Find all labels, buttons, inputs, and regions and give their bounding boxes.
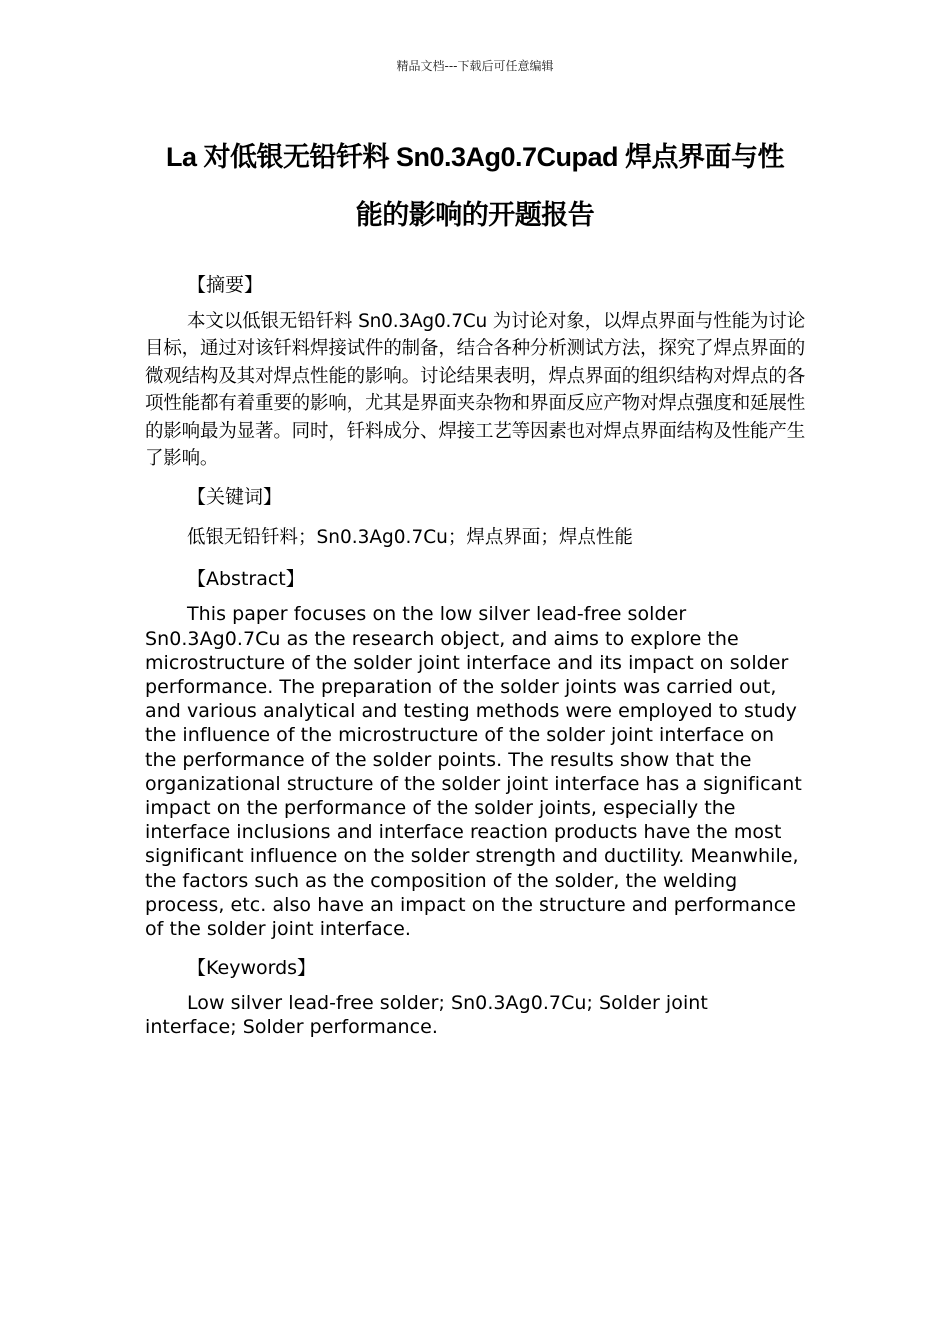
abstract-cn-heading: 【摘要】 (187, 274, 264, 296)
page-header: 精品文档---下载后可任意编辑 (396, 59, 554, 73)
keywords-en-text: Low silver lead-free solder; Sn0.3Ag0.7Cu; Solder joint interface; Solder performance. (145, 992, 708, 1039)
keywords-cn-text: 低银无铅钎料；Sn0.3Ag0.7Cu；焊点界面；焊点性能 (187, 527, 633, 549)
document-title-line-1: La 对低银无铅钎料 Sn0.3Ag0.7Cupad 焊点界面与性 (165, 142, 785, 172)
abstract-en-heading: 【Abstract】 (187, 568, 305, 591)
abstract-cn-paragraph: 本文以低银无铅钎料 Sn0.3Ag0.7Cu 为讨论对象，以焊点界面与性能为讨论目标，通过对该钎料焊接试件的制备，结合各种分析测试方法，探究了焊点界面的微观结构及其对焊点性能的影响。讨论结果表明，焊点界面的组织结构对焊点的各项性能都有着重要的影响，尤其是界面夹杂物和界面反应产物对焊点强度和延展性的影响最为显著。同时，钎料成分、焊接工艺等因素也对焊点界面结构及性能产生了影响。 (145, 311, 805, 470)
document-body (145, 270, 805, 1040)
keywords-en-heading: 【Keywords】 (187, 957, 317, 980)
abstract-en-paragraph: This paper focuses on the low silver lead-free solder Sn0.3Ag0.7Cu as the research object, and aims to explore the microstructure of the solder joint interface and its impact on solder performance. The preparation of the solder joints was carried out, and various analytical and testing methods were employed to study the influence of the microstructure of the solder joint interface on the performance of the solder points. The results show that the organizational structure of the solder joint interface has a significant impact on the performance of the solder joints, especially the interface inclusions and interface reaction products have the most significant influence on the solder strength and ductility. Meanwhile, the factors such as the composition of the solder, the welding process, etc. also have an impact on the structure and performance of the solder joint interface. (145, 603, 802, 941)
document-title-line-2: 能的影响的开题报告 (355, 200, 595, 230)
keywords-cn-heading: 【关键词】 (187, 486, 283, 509)
document-title (120, 134, 830, 238)
